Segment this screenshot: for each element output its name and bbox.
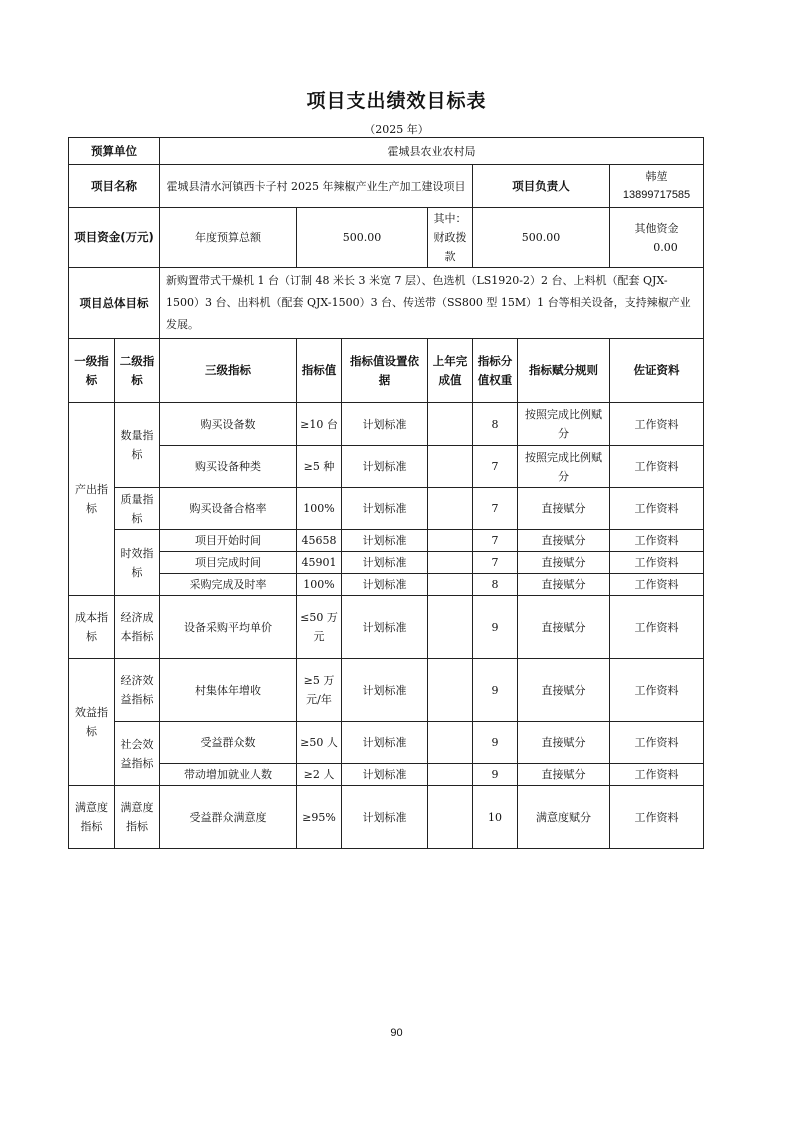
indicator-rule: 按照完成比例赋分 (518, 446, 610, 488)
indicator-last-year (428, 596, 473, 659)
other-fund-value: 0.00 (653, 240, 678, 254)
indicator-evidence: 工作资料 (610, 786, 704, 849)
annual-budget-label: 年度预算总额 (160, 208, 297, 268)
indicator-basis: 计划标准 (342, 722, 428, 764)
goal-row (69, 268, 704, 339)
indicator-evidence: 工作资料 (610, 488, 704, 530)
indicator-evidence: 工作资料 (610, 659, 704, 722)
indicator-name: 购买设备数 (160, 403, 297, 446)
group-satisfaction: 满意度指标 (69, 786, 115, 849)
indicator-name: 设备采购平均单价 (160, 596, 297, 659)
manager-name: 韩堃 (645, 170, 668, 183)
indicator-name: 项目完成时间 (160, 552, 297, 574)
budget-unit-value: 霍城县农业农村局 (160, 138, 704, 165)
indicator-basis: 计划标准 (342, 446, 428, 488)
table-row (69, 530, 704, 552)
indicator-weight: 9 (473, 764, 518, 786)
other-fund-cell (610, 208, 704, 268)
budget-unit-label: 预算单位 (69, 138, 160, 165)
indicator-weight: 8 (473, 574, 518, 596)
table-row (69, 786, 704, 849)
table-row (69, 574, 704, 596)
group-quantity: 数量指标 (115, 403, 160, 488)
indicator-value: ≥2 人 (297, 764, 342, 786)
indicator-weight: 7 (473, 488, 518, 530)
group-benefit: 效益指标 (69, 659, 115, 786)
table-row (69, 722, 704, 764)
indicator-name: 受益群众数 (160, 722, 297, 764)
indicator-value: 100% (297, 574, 342, 596)
indicator-name: 村集体年增收 (160, 659, 297, 722)
indicator-basis: 计划标准 (342, 552, 428, 574)
indicator-weight: 8 (473, 403, 518, 446)
indicator-basis: 计划标准 (342, 488, 428, 530)
indicator-weight: 9 (473, 659, 518, 722)
col-value: 指标值 (297, 339, 342, 403)
indicator-evidence: 工作资料 (610, 596, 704, 659)
indicator-rule: 直接赋分 (518, 722, 610, 764)
indicator-evidence: 工作资料 (610, 403, 704, 446)
indicator-name: 购买设备合格率 (160, 488, 297, 530)
group-quality: 质量指标 (115, 488, 160, 530)
year-label: （2025 年） (364, 123, 429, 136)
indicator-last-year (428, 403, 473, 446)
indicator-name: 采购完成及时率 (160, 574, 297, 596)
indicator-basis: 计划标准 (342, 764, 428, 786)
fiscal-label: 其中：财政拨款 (428, 208, 473, 268)
table-row (69, 659, 704, 722)
table-row (69, 446, 704, 488)
col-basis: 指标值设置依据 (342, 339, 428, 403)
indicator-rule: 直接赋分 (518, 488, 610, 530)
performance-table (68, 137, 704, 849)
indicator-last-year (428, 574, 473, 596)
manager-cell (610, 165, 704, 208)
manager-phone: 13899717585 (622, 189, 691, 201)
indicator-evidence: 工作资料 (610, 764, 704, 786)
group-output: 产出指标 (69, 403, 115, 596)
indicator-value: ≥50 人 (297, 722, 342, 764)
indicator-value: 45658 (297, 530, 342, 552)
column-header-row (69, 339, 704, 403)
manager-label: 项目负责人 (473, 165, 610, 208)
indicator-last-year (428, 659, 473, 722)
indicator-rule: 直接赋分 (518, 596, 610, 659)
fund-row (69, 208, 704, 268)
indicator-last-year (428, 446, 473, 488)
project-name-row (69, 165, 704, 208)
col-level3: 三级指标 (160, 339, 297, 403)
indicator-value: ≥10 台 (297, 403, 342, 446)
budget-unit-row (69, 138, 704, 165)
indicator-weight: 7 (473, 446, 518, 488)
col-last-year: 上年完成值 (428, 339, 473, 403)
group-social-benefit: 社会效益指标 (115, 722, 160, 786)
page-number: 90 (390, 1027, 403, 1039)
indicator-value: 100% (297, 488, 342, 530)
indicator-weight: 10 (473, 786, 518, 849)
indicator-name: 带动增加就业人数 (160, 764, 297, 786)
table-row (69, 403, 704, 446)
indicator-weight: 7 (473, 530, 518, 552)
table-row (69, 764, 704, 786)
group-satisfaction-sub: 满意度指标 (115, 786, 160, 849)
other-fund-label: 其他资金 (634, 221, 679, 235)
annual-budget-value: 500.00 (297, 208, 428, 268)
indicator-basis: 计划标准 (342, 530, 428, 552)
indicator-last-year (428, 552, 473, 574)
indicator-rule: 满意度赋分 (518, 786, 610, 849)
indicator-value: ≤50 万元 (297, 596, 342, 659)
table-row (69, 552, 704, 574)
indicator-evidence: 工作资料 (610, 552, 704, 574)
col-weight: 指标分值权重 (473, 339, 518, 403)
table-row (69, 488, 704, 530)
group-cost: 成本指标 (69, 596, 115, 659)
indicator-weight: 9 (473, 722, 518, 764)
group-economic-benefit: 经济效益指标 (115, 659, 160, 722)
indicator-evidence: 工作资料 (610, 574, 704, 596)
indicator-basis: 计划标准 (342, 574, 428, 596)
project-name-label: 项目名称 (69, 165, 160, 208)
page-title: 项目支出绩效目标表 (306, 90, 487, 112)
indicator-rule: 直接赋分 (518, 764, 610, 786)
indicator-last-year (428, 786, 473, 849)
indicator-value: 45901 (297, 552, 342, 574)
indicator-rule: 直接赋分 (518, 530, 610, 552)
indicator-basis: 计划标准 (342, 596, 428, 659)
indicator-basis: 计划标准 (342, 659, 428, 722)
col-level1: 一级指标 (69, 339, 115, 403)
col-evidence: 佐证资料 (610, 339, 704, 403)
goal-label: 项目总体目标 (69, 268, 160, 339)
group-timeliness: 时效指标 (115, 530, 160, 596)
project-name-value: 霍城县清水河镇西卡子村 2025 年辣椒产业生产加工建设项目 (160, 165, 473, 208)
indicator-rule: 直接赋分 (518, 574, 610, 596)
indicator-value: ≥95% (297, 786, 342, 849)
fiscal-value: 500.00 (473, 208, 610, 268)
indicator-last-year (428, 530, 473, 552)
indicator-name: 受益群众满意度 (160, 786, 297, 849)
goal-value: 新购置带式干燥机 1 台（订制 48 米长 3 米宽 7 层）、色选机（LS1920-2）2 台、上料机（配套 QJX-1500）3 台、出料机（配套 QJX-1500）3 台、传送带（SS800 型 15M）1 台等相关设备，支持辣椒产业发展。 (160, 268, 704, 339)
indicator-evidence: 工作资料 (610, 530, 704, 552)
indicator-name: 购买设备种类 (160, 446, 297, 488)
table-row (69, 596, 704, 659)
indicator-rule: 按照完成比例赋分 (518, 403, 610, 446)
col-rule: 指标赋分规则 (518, 339, 610, 403)
indicator-evidence: 工作资料 (610, 446, 704, 488)
indicator-name: 项目开始时间 (160, 530, 297, 552)
indicator-basis: 计划标准 (342, 403, 428, 446)
indicator-rule: 直接赋分 (518, 659, 610, 722)
indicator-rule: 直接赋分 (518, 552, 610, 574)
indicator-basis: 计划标准 (342, 786, 428, 849)
indicator-evidence: 工作资料 (610, 722, 704, 764)
indicator-last-year (428, 488, 473, 530)
indicator-weight: 9 (473, 596, 518, 659)
indicator-last-year (428, 764, 473, 786)
col-level2: 二级指标 (115, 339, 160, 403)
indicator-value: ≥5 种 (297, 446, 342, 488)
indicator-last-year (428, 722, 473, 764)
indicator-weight: 7 (473, 552, 518, 574)
indicator-value: ≥5 万元/年 (297, 659, 342, 722)
group-economic-cost: 经济成本指标 (115, 596, 160, 659)
fund-label: 项目资金(万元) (69, 208, 160, 268)
